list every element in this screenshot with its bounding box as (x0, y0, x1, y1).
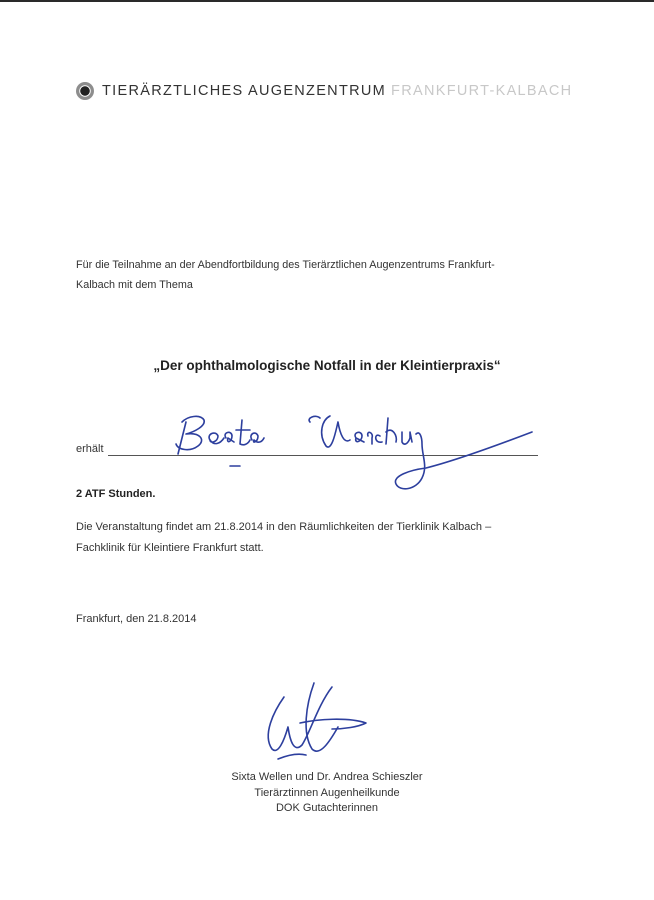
course-topic: „Der ophthalmologische Notfall in der Kleintierpraxis“ (153, 358, 501, 373)
intro-line-1: Für die Teilnahme an der Abendfortbildung des Tierärztlichen Augenzentrums Frankfurt- (76, 259, 495, 271)
credit-hours: 2 ATF Stunden. (76, 488, 156, 500)
signatory-qualification: DOK Gutachterinnen (275, 802, 379, 814)
intro-text (76, 255, 556, 295)
eye-logo-icon (76, 82, 94, 100)
issuer-handwritten-signature (248, 675, 388, 770)
top-border-line (0, 0, 654, 2)
event-details (76, 517, 562, 559)
event-line-1: Die Veranstaltung findet am 21.8.2014 in den Räumlichkeiten der Tierklinik Kalbach – (76, 521, 492, 533)
signatory-role: Tierärztinnen Augenheilkunde (254, 786, 400, 799)
brand-location: FRANKFURT-KALBACH (391, 83, 573, 99)
recipient-label: erhält (76, 443, 104, 455)
intro-line-2: Kalbach mit dem Thema (76, 279, 193, 291)
recipient-handwritten-signature (160, 400, 540, 500)
event-line-2: Fachklinik für Kleintiere Frankfurt statt. (76, 542, 264, 554)
place-and-date: Frankfurt, den 21.8.2014 (76, 613, 197, 625)
signatory-names: Sixta Wellen und Dr. Andrea Schieszler (231, 771, 423, 783)
brand-name: TIERÄRZTLICHES AUGENZENTRUM (102, 83, 387, 99)
signatory-block (0, 770, 654, 817)
letterhead (76, 82, 572, 100)
